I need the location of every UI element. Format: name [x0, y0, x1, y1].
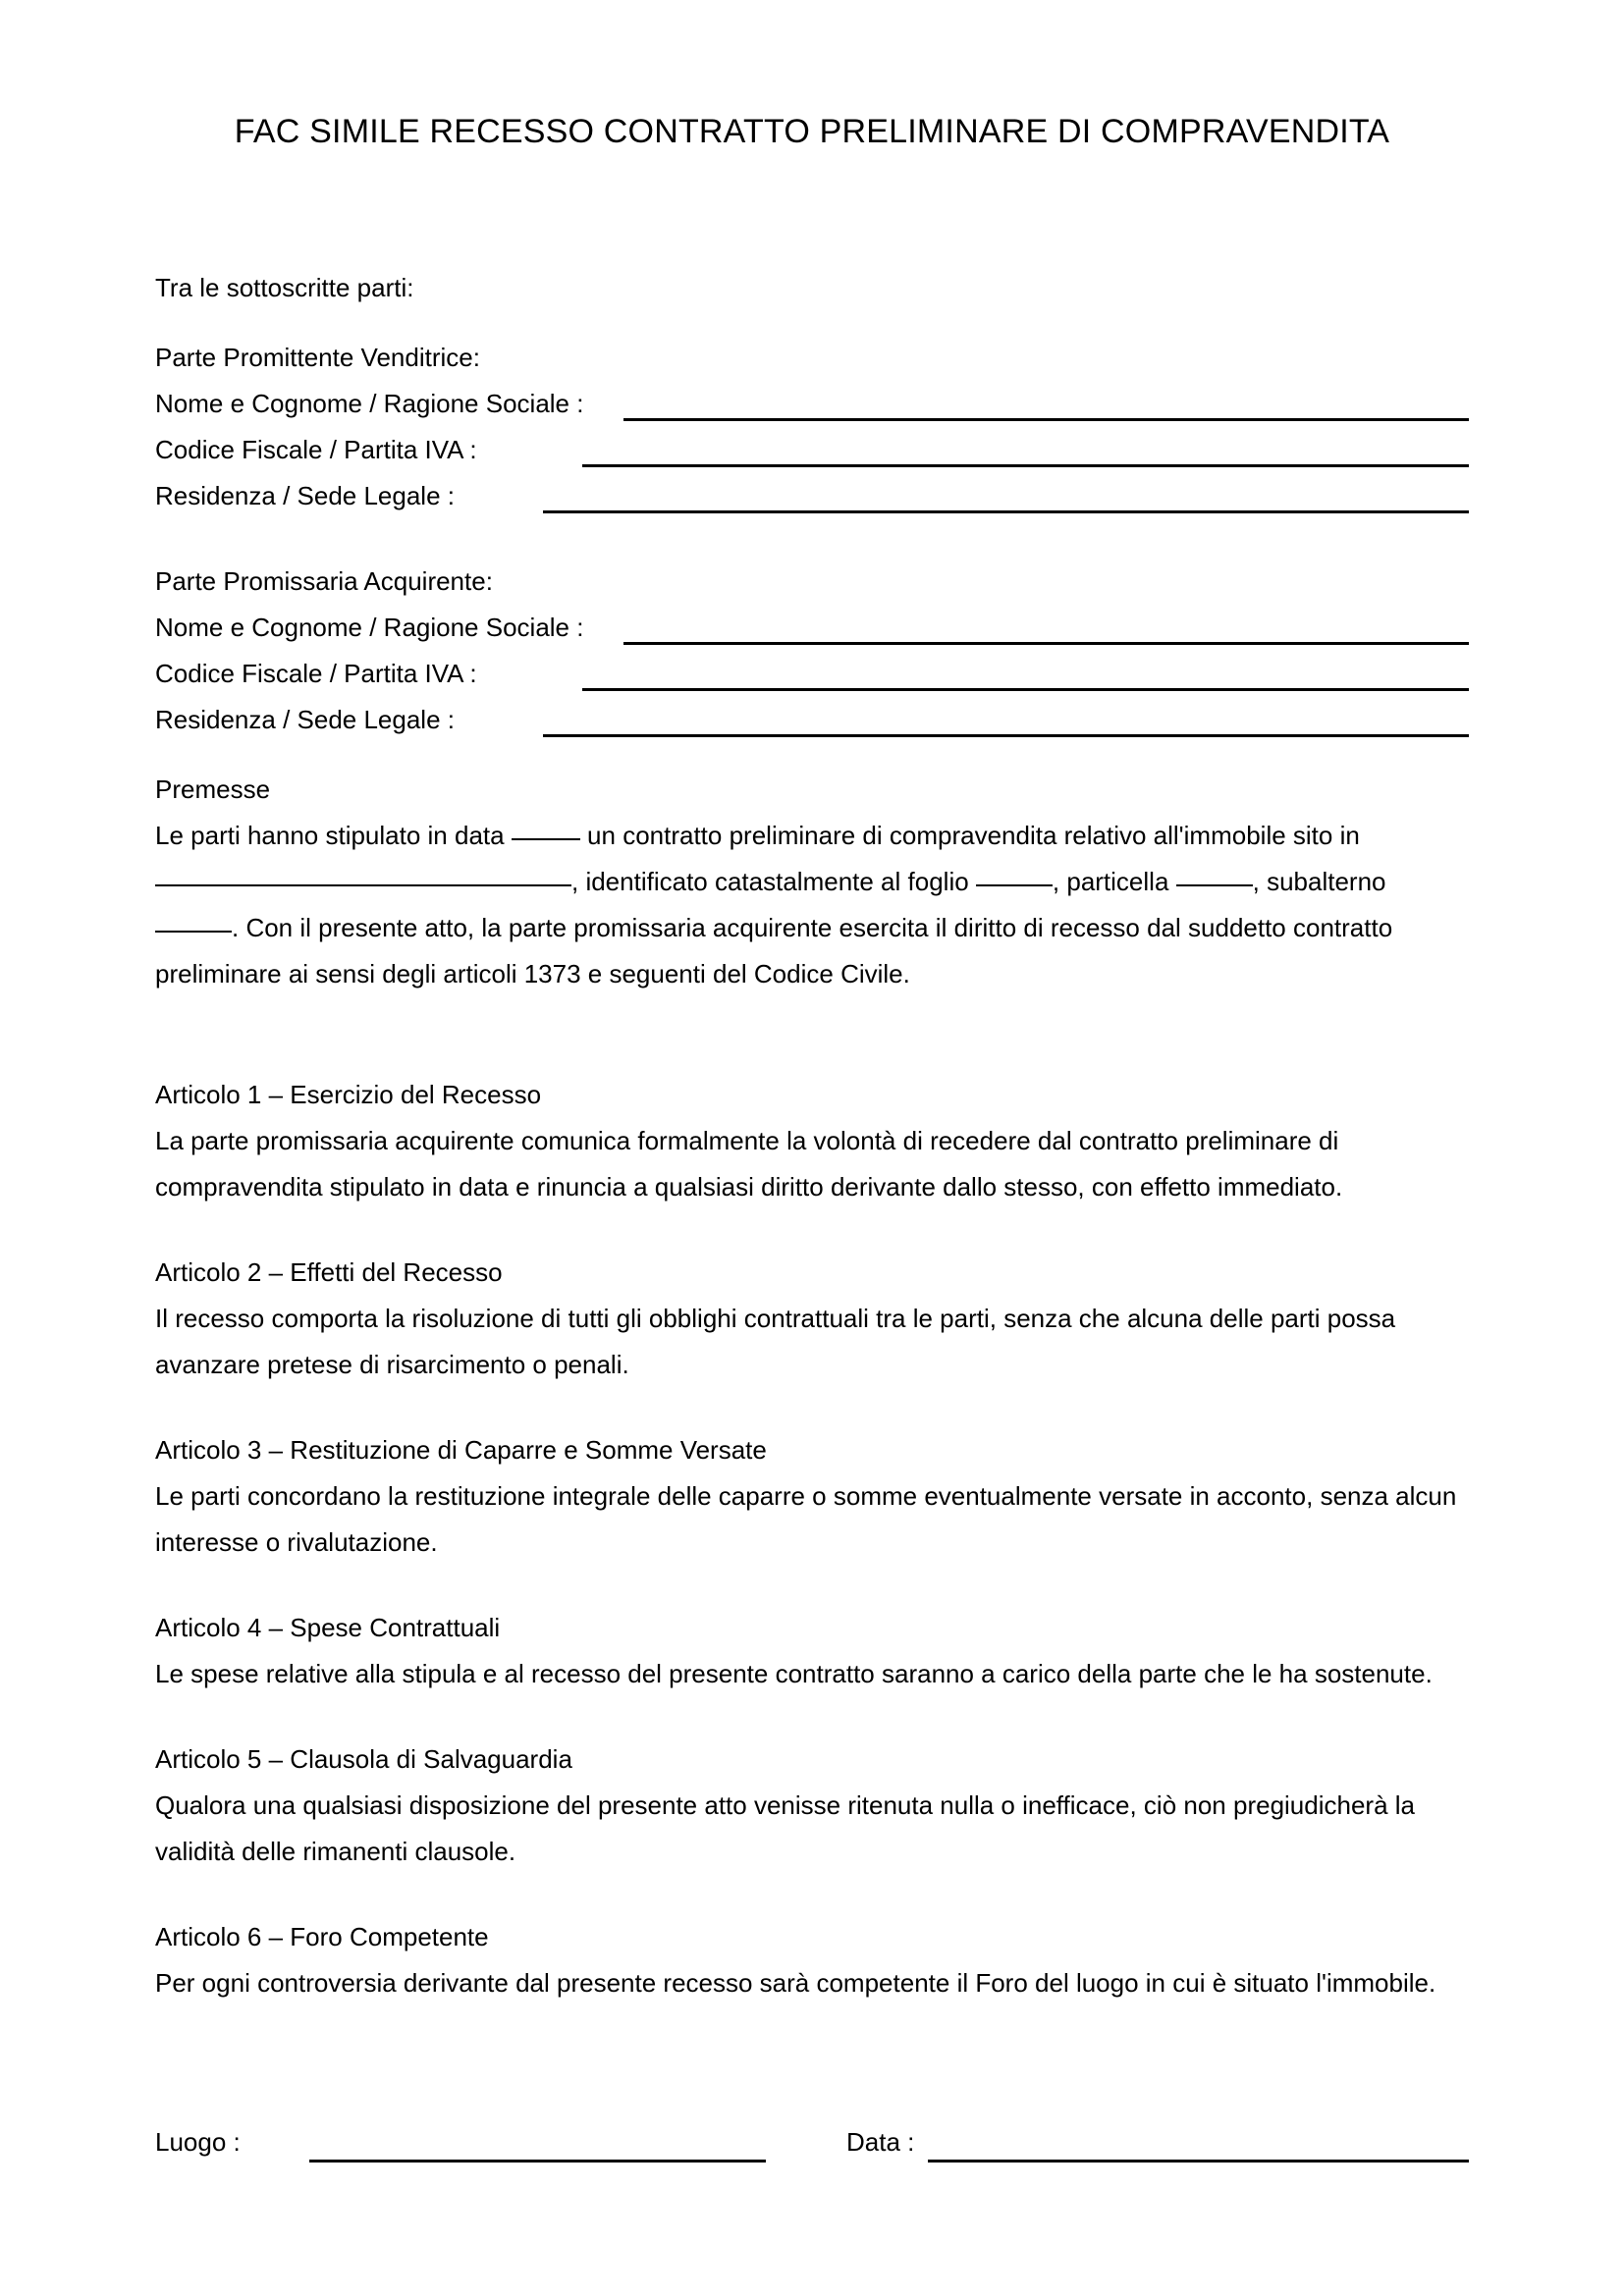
field-label-seller-taxid: Codice Fiscale / Partita IVA : [155, 435, 477, 464]
footer-rule-luogo[interactable] [309, 2160, 766, 2163]
article-4-body: Le spese relative alla stipula e al recesso del presente contratto saranno a carico della parte che le ha sostenute. [155, 1659, 1433, 1688]
premesse-text-6: . Con il presente atto, la parte promissaria acquirente esercita il diritto di recesso dal suddetto contratto preliminare ai sensi degli articoli 1373 e seguenti del Codice Civile. [155, 913, 1393, 988]
footer-rule-data[interactable] [928, 2160, 1469, 2163]
intro-text: Tra le sottoscritte parti: [155, 273, 414, 302]
article-1-body: La parte promissaria acquirente comunica formalmente la volontà di recedere dal contratto preliminare di compravendita stipulato in data e rinuncia a qualsiasi diritto derivante dallo stesso, con effetto immediato. [155, 1126, 1343, 1201]
field-label-buyer-taxid: Codice Fiscale / Partita IVA : [155, 659, 477, 688]
field-rule-buyer-name[interactable] [623, 642, 1469, 645]
premesse-heading: Premesse [155, 774, 271, 804]
field-row-seller-address[interactable] [155, 473, 1469, 519]
spacer [155, 1210, 1469, 1250]
field-rule-seller-taxid[interactable] [582, 464, 1469, 467]
field-label-buyer-name: Nome e Cognome / Ragione Sociale : [155, 613, 584, 642]
spacer [155, 1875, 1469, 1914]
article-5 [155, 1736, 1469, 1875]
article-5-heading: Articolo 5 – Clausola di Salvaguardia [155, 1744, 572, 1774]
field-row-buyer-address[interactable] [155, 697, 1469, 743]
article-2-heading: Articolo 2 – Effetti del Recesso [155, 1257, 503, 1287]
document-body [155, 265, 1469, 2006]
field-rule-buyer-taxid[interactable] [582, 688, 1469, 691]
article-6-heading: Articolo 6 – Foro Competente [155, 1922, 489, 1951]
articles-section [155, 1072, 1469, 2006]
field-rule-seller-address[interactable] [543, 510, 1469, 513]
party-heading-buyer: Parte Promissaria Acquirente: [155, 566, 493, 596]
article-1 [155, 1072, 1469, 1210]
article-3-body: Le parti concordano la restituzione integrale delle caparre o somme eventualmente versate in acconto, senza alcun interesse o rivalutazione. [155, 1481, 1457, 1557]
article-3 [155, 1427, 1469, 1566]
article-3-heading: Articolo 3 – Restituzione di Caparre e Somme Versate [155, 1435, 767, 1465]
premesse-paragraph [155, 813, 1469, 997]
article-4 [155, 1605, 1469, 1697]
field-row-seller-name[interactable] [155, 381, 1469, 427]
premesse-text-5: , subalterno [1252, 867, 1386, 896]
premesse-blank-foglio[interactable] [976, 884, 1053, 886]
spacer [155, 519, 1469, 559]
premesse-blank-indirizzo[interactable] [155, 884, 571, 886]
article-2 [155, 1250, 1469, 1388]
party-heading-seller: Parte Promittente Venditrice: [155, 343, 480, 372]
field-rule-seller-name[interactable] [623, 418, 1469, 421]
spacer [155, 1566, 1469, 1605]
article-6 [155, 1914, 1469, 2006]
field-row-buyer-taxid[interactable] [155, 651, 1469, 697]
article-4-heading: Articolo 4 – Spese Contrattuali [155, 1613, 501, 1642]
field-label-seller-address: Residenza / Sede Legale : [155, 481, 455, 510]
premesse-blank-data[interactable] [512, 838, 580, 840]
spacer [155, 743, 1469, 767]
field-row-seller-taxid[interactable] [155, 427, 1469, 473]
spacer [155, 311, 1469, 335]
spacer [155, 1388, 1469, 1427]
article-1-heading: Articolo 1 – Esercizio del Recesso [155, 1080, 542, 1109]
article-6-body: Per ogni controversia derivante dal presente recesso sarà competente il Foro del luogo in cui è situato l'immobile. [155, 1968, 1436, 1998]
page-title: FAC SIMILE RECESSO CONTRATTO PRELIMINARE DI COMPRAVENDITA [234, 113, 1390, 150]
article-2-body: Il recesso comporta la risoluzione di tutti gli obblighi contrattuali tra le parti, senza che alcuna delle parti possa avanzare pretese di risarcimento o penali. [155, 1304, 1396, 1379]
premesse-text-2: un contratto preliminare di compravendita relativo all'immobile sito in [579, 821, 1360, 850]
premesse-text-3: , identificato catastalmente al foglio [571, 867, 976, 896]
premesse-blank-subalterno[interactable] [155, 931, 232, 933]
article-5-body: Qualora una qualsiasi disposizione del presente atto venisse ritenuta nulla o inefficace, ciò non pregiudicherà la validità delle rimanenti clausole. [155, 1790, 1416, 1866]
premesse-text-1: Le parti hanno stipulato in data [155, 821, 512, 850]
party-block-buyer [155, 559, 1469, 743]
field-label-buyer-address: Residenza / Sede Legale : [155, 705, 455, 734]
premesse-blank-particella[interactable] [1176, 884, 1253, 886]
footer-label-luogo: Luogo : [155, 2127, 241, 2157]
premesse-text-4: , particella [1052, 867, 1176, 896]
field-label-seller-name: Nome e Cognome / Ragione Sociale : [155, 389, 584, 418]
field-rule-buyer-address[interactable] [543, 734, 1469, 737]
spacer [155, 997, 1469, 1072]
field-row-buyer-name[interactable] [155, 605, 1469, 651]
footer-label-data: Data : [846, 2127, 915, 2157]
spacer [155, 1697, 1469, 1736]
signature-footer [155, 2122, 1469, 2181]
premesse-section [155, 767, 1469, 997]
party-block-seller [155, 335, 1469, 519]
